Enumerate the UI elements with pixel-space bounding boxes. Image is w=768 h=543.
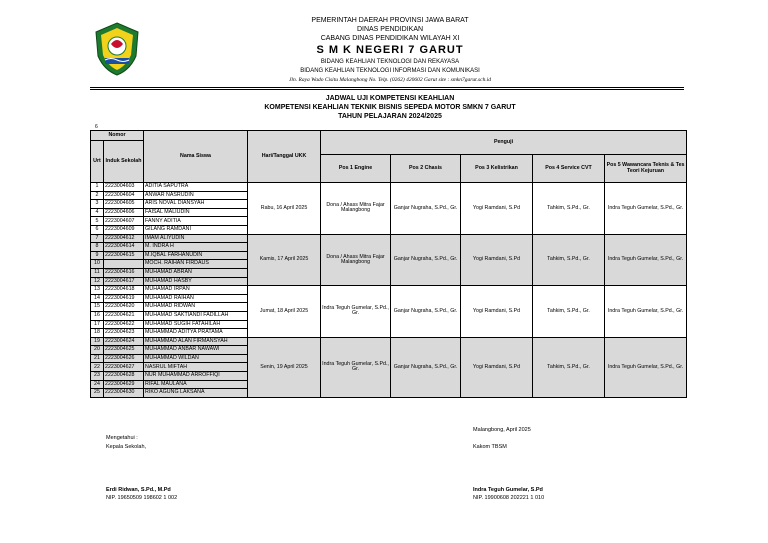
cell-pos2: Ganjar Nugraha, S.Pd., Gr. [391, 286, 461, 338]
cell-urt: 18 [91, 329, 104, 338]
header-induk-sekolah: Induk Sekolah [104, 141, 144, 183]
cell-nama: MUHAMMAD WILDAN [144, 354, 248, 363]
header-urt: Urt [91, 141, 104, 183]
cell-nama: NASRUL MIFTAH [144, 363, 248, 372]
cell-induk: 2223004606 [104, 208, 144, 217]
cell-induk: 2223004621 [104, 311, 144, 320]
title-line-1: JADWAL UJI KOMPETENSI KEAHLIAN [325, 95, 455, 102]
cell-urt: 23 [91, 372, 104, 381]
header-line-branch: CABANG DINAS PENDIDIKAN WILAYAH XI [320, 35, 460, 42]
cell-pos1: Dona / Ahass Mitra Fajar Malangbong [321, 183, 391, 235]
table-row [91, 286, 687, 295]
schedule-table [90, 130, 687, 398]
cell-urt: 7 [91, 234, 104, 243]
cell-pos4: Tahkim, S.Pd., Gr. [533, 337, 605, 397]
header-address: Jln. Raya Wado Cisitu Malangbong No. Telp. (0262) 420602 Garut site : smkn7garut.sch.id [288, 77, 492, 83]
cell-urt: 2 [91, 191, 104, 200]
cell-hari: Rabu, 16 April 2025 [248, 183, 321, 235]
sign-acknowledged: Mengetahui : [106, 435, 138, 441]
title-line-3: TAHUN PELAJARAN 2024/2025 [338, 113, 442, 120]
cell-nama: MUHAMMAD ADITYA PRATAMA [144, 329, 248, 338]
header-hari-tanggal: Hari/Tanggal UKK [248, 131, 321, 183]
cell-pos1: Indra Teguh Gumelar, S.Pd., Gr. [321, 286, 391, 338]
cell-pos3: Yogi Ramdani, S.Pd [461, 183, 533, 235]
header-nama-siswa: Nama Siswa [144, 131, 248, 183]
sign-headmaster-role: Kepala Sekolah, [106, 444, 147, 450]
cell-urt: 8 [91, 243, 104, 252]
header-line-field-2: BIDANG KEAHLIAN TEKNOLOGI INFORMASI DAN KOMUNIKASI [300, 68, 480, 74]
cell-induk: 2223004628 [104, 372, 144, 381]
cell-induk [104, 260, 144, 269]
header-penguji: Penguji [321, 131, 687, 155]
header-pos-4: Pos 4 Service CVT [533, 155, 605, 183]
cell-induk: 2223004615 [104, 251, 144, 260]
cell-urt: 4 [91, 208, 104, 217]
cell-induk: 2223004622 [104, 320, 144, 329]
cell-nama: MUHAMMAD ANBAR NAWAWI [144, 346, 248, 355]
table-row [91, 234, 687, 243]
table-row [91, 183, 687, 192]
header-divider [90, 87, 684, 88]
header-line-government: PEMERINTAH DAERAH PROVINSI JAWA BARAT [311, 17, 469, 24]
west-java-emblem-logo [94, 22, 140, 76]
cell-induk: 2223004624 [104, 337, 144, 346]
cell-pos1: Dona / Ahass Mitra Fajar Malangbong [321, 234, 391, 286]
cell-nama: ANWAR NASRUDIN [144, 191, 248, 200]
cell-induk: 2223004603 [104, 183, 144, 192]
cell-pos2: Ganjar Nugraha, S.Pd., Gr. [391, 337, 461, 397]
header-divider-thin [90, 89, 684, 90]
cell-urt: 12 [91, 277, 104, 286]
cell-induk: 2223004614 [104, 243, 144, 252]
cell-pos4: Tahkim, S.Pd., Gr. [533, 234, 605, 286]
cell-pos3: Yogi Ramdani, S.Pd [461, 337, 533, 397]
cell-urt: 19 [91, 337, 104, 346]
sign-headmaster-name: Erdi Ridwan, S.Pd., M.Pd [106, 487, 171, 493]
cell-nama: MUHAMAD ABRAN [144, 268, 248, 277]
cell-nama: M.IQBAL FARHANUDIN [144, 251, 248, 260]
cell-urt: 11 [91, 268, 104, 277]
cell-pos3: Yogi Ramdani, S.Pd [461, 286, 533, 338]
cell-urt: 5 [91, 217, 104, 226]
cell-induk: 2223004605 [104, 200, 144, 209]
cell-induk: 2223004625 [104, 346, 144, 355]
cell-induk: 2223004619 [104, 294, 144, 303]
cell-induk: 2223004630 [104, 389, 144, 398]
cell-induk: 2223004629 [104, 380, 144, 389]
cell-nama: MUHAMAD RIDWAN [144, 303, 248, 312]
header-pos-2: Pos 2 Chasis [391, 155, 461, 183]
cell-induk: 2223004612 [104, 234, 144, 243]
cell-urt: 3 [91, 200, 104, 209]
sign-headmaster-nip: NIP. 19650509 198602 1 002 [106, 495, 178, 501]
cell-pos2: Ganjar Nugraha, S.Pd., Gr. [391, 234, 461, 286]
cell-pos2: Ganjar Nugraha, S.Pd., Gr. [391, 183, 461, 235]
sign-place-date: Malangbong, April 2025 [473, 427, 531, 433]
cell-nama: NUR MUHAMMAD ARROFFIQI [144, 372, 248, 381]
cell-nama: MUHAMAD SAKTIANDI FADILLAH [144, 311, 248, 320]
cell-nama: ADITIA SAPUTRA [144, 183, 248, 192]
cell-nama: MUHAMAD IRPAN [144, 286, 248, 295]
cell-induk: 2223004617 [104, 277, 144, 286]
cell-urt: 16 [91, 311, 104, 320]
cell-nama: FAISAL MALIUDIN [144, 208, 248, 217]
cell-nama: MOCH. RAIHAN FIRDAUS [144, 260, 248, 269]
cell-hari: Jumat, 18 April 2025 [248, 286, 321, 338]
header-line-field-1: BIDANG KEAHLIAN TEKNOLOGI DAN REKAYASA [320, 59, 460, 65]
title-line-2: KOMPETENSI KEAHLIAN TEKNIK BISNIS SEPEDA MOTOR SMKN 7 GARUT [264, 104, 516, 111]
school-name: S M K NEGERI 7 GARUT [316, 44, 464, 56]
cell-urt: 1 [91, 183, 104, 192]
cell-nama: RIFAL MAULANA [144, 380, 248, 389]
cell-induk: 2223004623 [104, 329, 144, 338]
cell-pos5: Indra Teguh Gumelar, S.Pd., Gr. [605, 234, 687, 286]
cell-nama: MUHAMAD HASBY [144, 277, 248, 286]
cell-hari: Senin, 19 April 2025 [248, 337, 321, 397]
sign-kakom-role: Kakom TBSM [473, 444, 507, 450]
cell-induk: 2223004604 [104, 191, 144, 200]
cell-induk: 2223004616 [104, 268, 144, 277]
header-pos-1: Pos 1 Engine [321, 155, 391, 183]
cell-pos1: Indra Teguh Gumelar, S.Pd., Gr. [321, 337, 391, 397]
header-pos-3: Pos 3 Kelistrikan [461, 155, 533, 183]
cell-pos4: Tahkim, S.Pd., Gr. [533, 183, 605, 235]
cell-urt: 6 [91, 225, 104, 234]
cell-urt: 15 [91, 303, 104, 312]
cell-hari: Kamis, 17 April 2025 [248, 234, 321, 286]
cell-nama: M. INDRA H [144, 243, 248, 252]
cell-urt: 13 [91, 286, 104, 295]
cell-induk: 2223004626 [104, 354, 144, 363]
sign-kakom-nip: NIP. 19900608 202221 1 010 [473, 495, 545, 501]
cell-pos5: Indra Teguh Gumelar, S.Pd., Gr. [605, 183, 687, 235]
schedule-table-body [91, 183, 687, 398]
cell-induk: 2223004620 [104, 303, 144, 312]
sign-kakom-name: Indra Teguh Gumelar, S.Pd [473, 487, 543, 493]
cell-nama: MUHAMAD RAIHAN [144, 294, 248, 303]
cell-nama: MUHAMAD SUGIH FATAHILAH [144, 320, 248, 329]
cell-urt: 22 [91, 363, 104, 372]
cell-induk: 2223004618 [104, 286, 144, 295]
cell-induk: 2223004607 [104, 217, 144, 226]
cell-pos5: Indra Teguh Gumelar, S.Pd., Gr. [605, 337, 687, 397]
cell-nama: ARIS NOVAL DIANSYAH [144, 200, 248, 209]
cell-urt: 17 [91, 320, 104, 329]
cell-induk: 2223004627 [104, 363, 144, 372]
cell-urt: 21 [91, 354, 104, 363]
cell-nama: IMAM ALIYUDIN [144, 234, 248, 243]
cell-nama: MUHAMMAD ALAN FIRMANSYAH [144, 337, 248, 346]
table-row [91, 337, 687, 346]
cell-urt: 20 [91, 346, 104, 355]
cell-urt: 24 [91, 380, 104, 389]
header-pos-5: Pos 5 Wawancara Teknis & Tes Teori Kejuruan [605, 155, 687, 183]
cell-urt: 9 [91, 251, 104, 260]
code-mark: 6 [95, 124, 98, 130]
cell-induk: 2223004609 [104, 225, 144, 234]
cell-pos3: Yogi Ramdani, S.Pd [461, 234, 533, 286]
cell-nama: FANNY ADITIA [144, 217, 248, 226]
cell-nama: GILANG RAMDANI [144, 225, 248, 234]
cell-urt: 25 [91, 389, 104, 398]
cell-urt: 10 [91, 260, 104, 269]
header-nomor: Nomor [91, 131, 144, 141]
cell-pos5: Indra Teguh Gumelar, S.Pd., Gr. [605, 286, 687, 338]
cell-urt: 14 [91, 294, 104, 303]
header-line-department: DINAS PENDIDIKAN [356, 26, 424, 33]
cell-nama: RIKO AGUNG LAKSANA [144, 389, 248, 398]
cell-pos4: Tahkim, S.Pd., Gr. [533, 286, 605, 338]
